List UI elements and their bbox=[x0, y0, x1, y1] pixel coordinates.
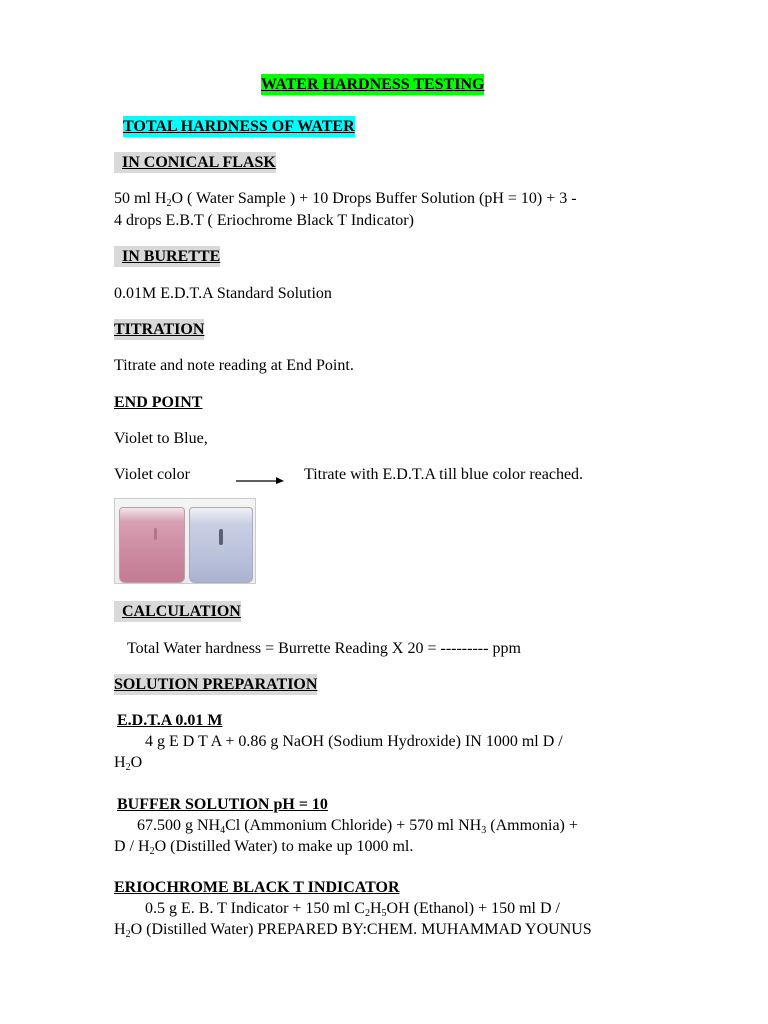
titration-line: Titrate and note reading at End Point. bbox=[114, 357, 354, 374]
conical-flask-line-2: 4 drops E.B.T ( Eriochrome Black T Indicator) bbox=[114, 212, 414, 229]
end-point-line-2-right: Titrate with E.D.T.A till blue color reached. bbox=[304, 466, 584, 483]
calculation-line: Total Water hardness = Burrette Reading X 20 = --------- ppm bbox=[127, 640, 521, 657]
ebt-line-1: 0.5 g E. B. T Indicator + 150 ml $C_2H_5OH$ (Ethanol) + 150 ml D / bbox=[145, 900, 560, 919]
end-point-line-1: Violet to Blue, bbox=[114, 430, 208, 447]
edta-line-1: 4 g E D T A + 0.86 g NaOH (Sodium Hydroxide) IN 1000 ml D / bbox=[145, 733, 563, 750]
end-point-line-2-left: Violet color bbox=[114, 466, 190, 483]
solution-preparation-heading: SOLUTION PREPARATION bbox=[114, 676, 318, 693]
calculation-heading: CALCULATION bbox=[114, 601, 241, 622]
buffer-line-1: 67.500 g $NH_4Cl$ (Ammonium Chloride) + 570 ml $NH_3$ (Ammonia) + bbox=[137, 817, 578, 836]
violet-beaker bbox=[119, 507, 185, 583]
arrow-icon bbox=[236, 474, 284, 486]
ebt-line-2: $H_2O$ (Distilled Water) PREPARED BY:CHEM. MUHAMMAD YOUNUS bbox=[114, 921, 592, 940]
stir-bar bbox=[219, 529, 223, 545]
page-title: WATER HARDNESS TESTING bbox=[261, 76, 485, 93]
buffer-line-2: D / $H_2O$ (Distilled Water) to make up 1000 ml. bbox=[114, 838, 414, 857]
conical-flask-heading: IN CONICAL FLASK bbox=[114, 152, 276, 173]
edta-line-2: $H_2O$ bbox=[114, 754, 143, 773]
edta-heading: E.D.T.A 0.01 M bbox=[117, 712, 223, 729]
conical-flask-line-1: 50 ml $H_2O$ ( Water Sample ) + 10 Drops Buffer Solution (pH = 10) + 3 - bbox=[114, 190, 577, 209]
buffer-heading: BUFFER SOLUTION pH = 10 bbox=[117, 796, 328, 813]
beakers-photo bbox=[114, 498, 256, 584]
ebt-heading: ERIOCHROME BLACK T INDICATOR bbox=[114, 879, 400, 896]
end-point-heading: END POINT bbox=[114, 394, 203, 411]
blue-beaker bbox=[189, 507, 253, 583]
burette-line: 0.01M E.D.T.A Standard Solution bbox=[114, 285, 332, 302]
burette-heading: IN BURETTE bbox=[114, 246, 220, 267]
titration-heading: TITRATION bbox=[114, 321, 205, 338]
total-hardness-heading: TOTAL HARDNESS OF WATER bbox=[123, 118, 355, 135]
